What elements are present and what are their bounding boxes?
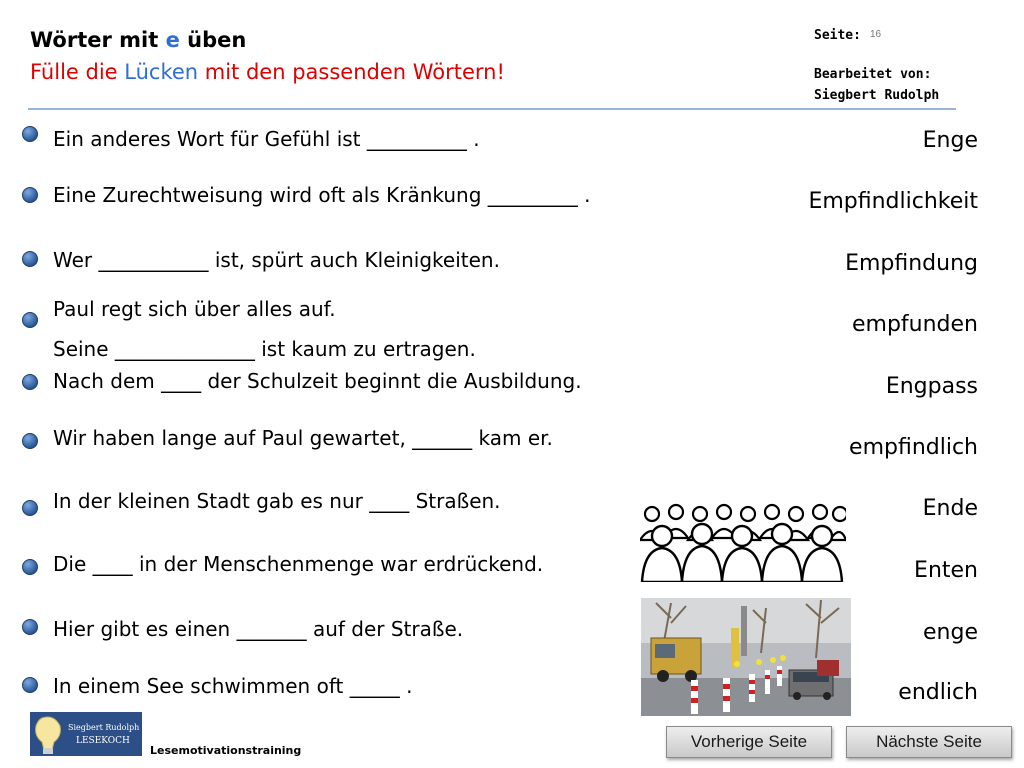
sentence-10: In einem See schwimmen oft _____ .: [53, 674, 413, 698]
page-number: 16: [870, 29, 882, 40]
sentence-bullet-8[interactable]: [22, 559, 38, 575]
word-bank-item[interactable]: Engpass: [885, 374, 978, 399]
crowd-image: [640, 500, 846, 582]
next-page-button[interactable]: Nächste Seite: [846, 726, 1012, 758]
sentence-bullet-6[interactable]: [22, 433, 38, 449]
title-part-2: üben: [179, 28, 247, 52]
header-divider: [28, 108, 956, 110]
logo-line-2: LESEKOCH: [76, 736, 130, 746]
sentence-bullet-9[interactable]: [22, 619, 38, 635]
word-bank-item[interactable]: empfunden: [851, 312, 978, 337]
title-letter: e: [165, 28, 180, 52]
word-bank-item[interactable]: Empfindung: [845, 251, 978, 276]
page-label: Seite:: [814, 28, 861, 43]
lesekoch-logo: [30, 712, 142, 756]
editor-label: Bearbeitet von:: [814, 67, 932, 82]
sentence-bullet-3[interactable]: [22, 251, 38, 267]
word-bank-item[interactable]: Enten: [914, 558, 978, 583]
title-part-1: Wörter mit: [30, 28, 166, 52]
word-bank-item[interactable]: enge: [923, 620, 978, 645]
footer-caption: Lesemotivationstraining: [150, 744, 302, 757]
previous-page-button[interactable]: Vorherige Seite: [666, 726, 832, 758]
page-title: [30, 28, 246, 52]
sentence-3: Wer ___________ ist, spürt auch Kleinigkeiten.: [53, 248, 500, 272]
instruction-highlight: Lücken: [124, 60, 199, 84]
sentence-4a: Paul regt sich über alles auf.: [53, 297, 336, 321]
sentence-5: Nach dem ____ der Schulzeit beginnt die Ausbildung.: [53, 369, 582, 393]
instruction: [30, 60, 505, 84]
sentence-bullet-1[interactable]: [22, 126, 38, 142]
word-bank-item[interactable]: Empfindlichkeit: [808, 189, 978, 214]
sentence-bullet-4[interactable]: [22, 312, 38, 328]
sentence-4b: Seine ______________ ist kaum zu ertragen.: [53, 337, 476, 361]
sentence-6: Wir haben lange auf Paul gewartet, ______ kam er.: [53, 426, 553, 450]
sentence-2: Eine Zurechtweisung wird oft als Kränkung _________ .: [53, 183, 591, 207]
sentence-bullet-5[interactable]: [22, 374, 38, 390]
instruction-part-2: mit den passenden Wörtern!: [198, 60, 505, 84]
street-construction-image: [641, 598, 851, 716]
word-bank-item[interactable]: endlich: [898, 680, 978, 705]
instruction-part-1: Fülle die: [30, 60, 125, 84]
sentence-bullet-7[interactable]: [22, 500, 38, 516]
sentence-bullet-2[interactable]: [22, 187, 38, 203]
word-bank-item[interactable]: empfindlich: [849, 435, 978, 460]
sentence-bullet-10[interactable]: [22, 677, 38, 693]
editor-name: Siegbert Rudolph: [814, 88, 940, 103]
logo-line-1: Siegbert Rudolph: [68, 723, 140, 732]
word-bank-item[interactable]: Enge: [922, 128, 978, 153]
sentence-8: Die ____ in der Menschenmenge war erdrückend.: [53, 552, 544, 576]
sentence-7: In der kleinen Stadt gab es nur ____ Straßen.: [53, 489, 501, 513]
sentence-9: Hier gibt es einen _______ auf der Straße.: [53, 617, 464, 641]
sentence-1: Ein anderes Wort für Gefühl ist __________ .: [53, 127, 480, 151]
word-bank-item[interactable]: Ende: [922, 496, 978, 521]
